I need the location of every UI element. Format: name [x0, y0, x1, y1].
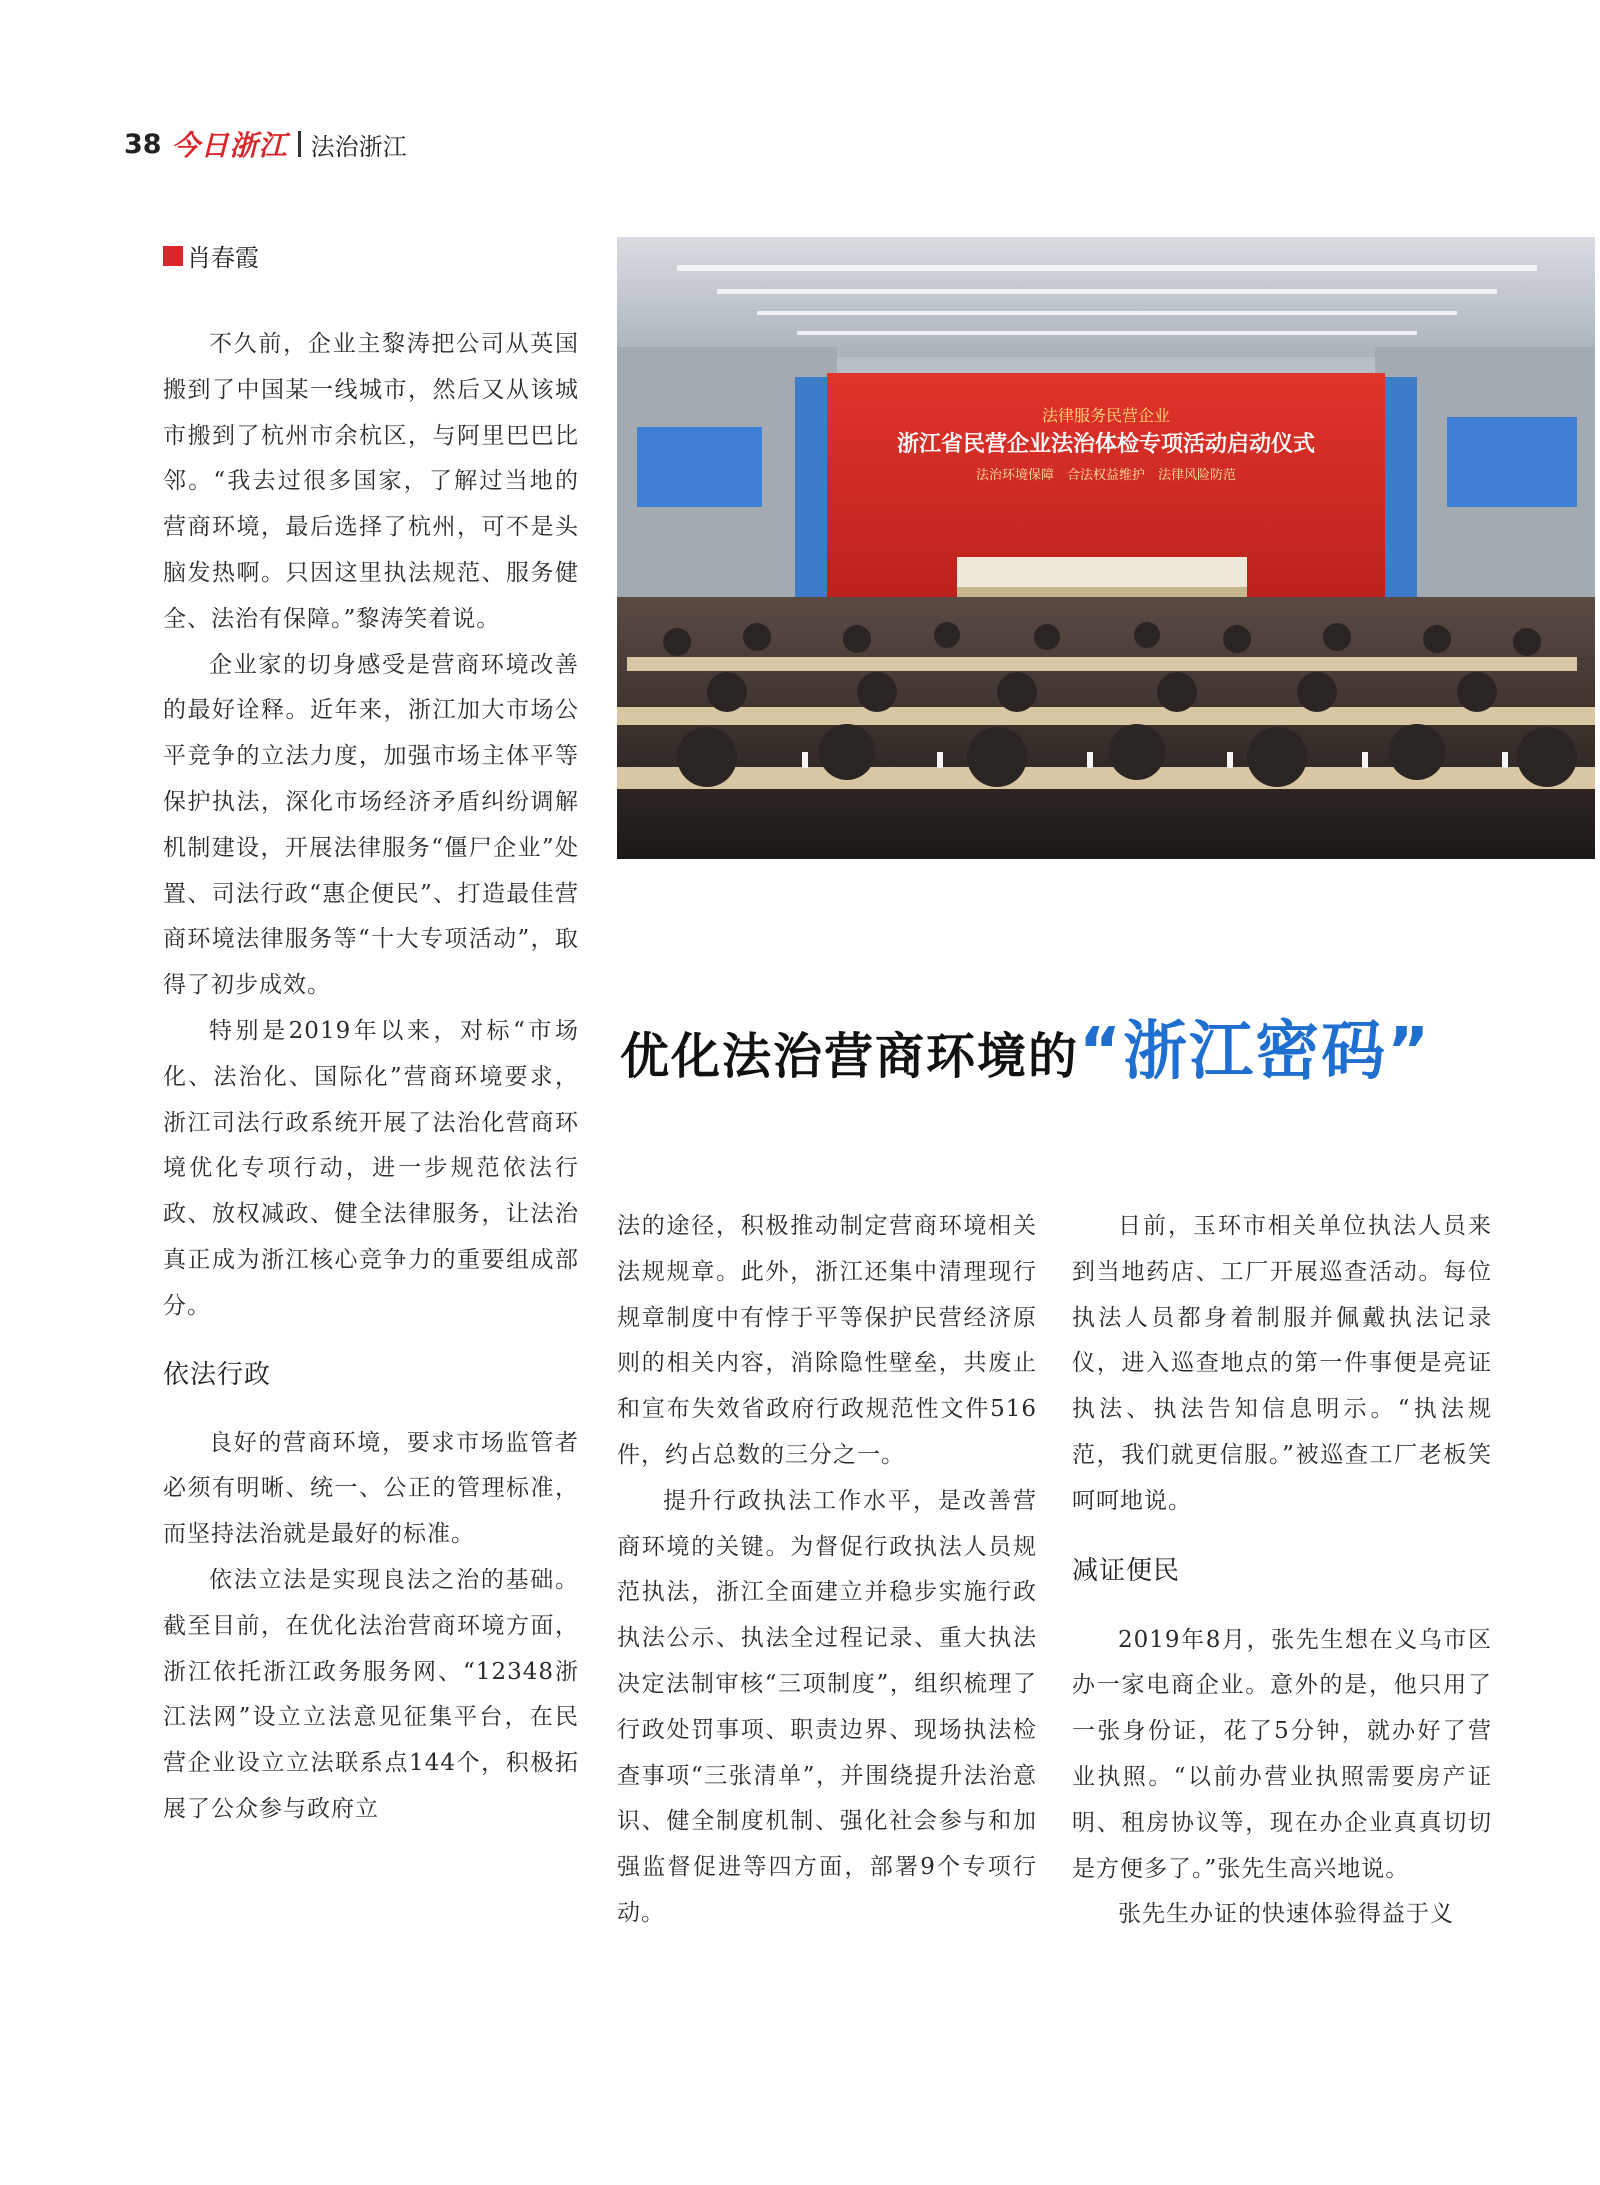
paragraph: 不久前，企业主黎涛把公司从英国搬到了中国某一线城市，然后又从该城市搬到了杭州市余杭区，与阿里巴巴比邻。“我去过很多国家，了解过当地的营商环境，最后选择了杭州，可不是头脑发热啊。只因这里执法规范、服务健全、法治有保障。”黎涛笑着说。 [163, 331, 579, 632]
column-1 [163, 322, 579, 1833]
page-header [124, 124, 407, 164]
article-headline [620, 1000, 1431, 1092]
paragraph: 法的途径，积极推动制定营商环境相关法规规章。此外，浙江还集中清理现行规章制度中有悖于平等保护民营经济原则的相关内容，消除隐性壁垒，共废止和宣布失效省政府行政规范性文件516件，约占总数的三分之一。 [617, 1213, 1037, 1468]
column-3 [1072, 1204, 1492, 1938]
banner-title: 浙江省民营企业法治体检专项活动启动仪式 [896, 432, 1316, 457]
section-heading: 依法行政 [163, 1359, 272, 1390]
page-number: 38 [124, 128, 162, 160]
section-heading: 减证便民 [1072, 1555, 1181, 1586]
banner-line1: 法律服务民营企业 [1041, 406, 1171, 425]
paragraph: 特别是2019年以来，对标“市场化、法治化、国际化”营商环境要求，浙江司法行政系统开展了法治化营商环境优化专项行动，进一步规范依法行政、放权减政、健全法律服务，让法治真正成为浙江核心竞争力的重要组成部分。 [163, 1017, 579, 1319]
banner-slogans: 法治环境保障 合法权益维护 法律风险防范 [975, 468, 1237, 483]
headline-accent: “浙江密码” [1079, 1015, 1432, 1089]
headline-main: 优化法治营商环境的 [620, 1027, 1080, 1085]
paragraph: 日前，玉环市相关单位执法人员来到当地药店、工厂开展巡查活动。每位执法人员都身着制服并佩戴执法记录仪，进入巡查地点的第一件事便是亮证执法、执法告知信息明示。“执法规范，我们就更信服。”被巡查工厂老板笑呵呵地说。 [1072, 1213, 1492, 1514]
conference-photo [617, 237, 1595, 859]
paragraph: 2019年8月，张先生想在义乌市区办一家电商企业。意外的是，他只用了一张身份证，花了5分钟，就办好了营业执照。“以前办营业执照需要房产证明、租房协议等，现在办企业真真切切是方便多了。”张先生高兴地说。 [1072, 1626, 1492, 1882]
masthead-logo: 今日浙江 [171, 129, 288, 162]
paragraph: 企业家的切身感受是营商环境改善的最好诠释。近年来，浙江加大市场公平竞争的立法力度，加强市场主体平等保护执法，深化市场经济矛盾纠纷调解机制建设，开展法律服务“僵尸企业”处置、司法行政“惠企便民”、打造最佳营商环境法律服务等“十大专项活动”，取得了初步成效。 [163, 651, 579, 999]
section-name: 法治浙江 [310, 132, 407, 161]
paragraph: 提升行政执法工作水平，是改善营商环境的关键。为督促行政执法人员规范执法，浙江全面建立并稳步实施行政执法公示、执法全过程记录、重大执法决定法制审核“三项制度”，组织梳理了行政处罚事项、职责边界、现场执法检查事项“三张清单”，并围绕提升法治意识、健全制度机制、强化社会参与和加强监督促进等四方面，部署9个专项行动。 [617, 1487, 1037, 1926]
paragraph: 良好的营商环境，要求市场监管者必须有明晰、统一、公正的管理标准，而坚持法治就是最好的标准。 [163, 1429, 579, 1548]
paragraph: 张先生办证的快速体验得益于义 [1118, 1901, 1454, 1928]
column-2 [617, 1204, 1037, 1937]
header-divider [298, 131, 301, 157]
paragraph: 依法立法是实现良法之治的基础。截至目前，在优化法治营商环境方面，浙江依托浙江政务服务网、“12348浙江法网”设立立法意见征集平台，在民营企业设立立法联系点144个，积极拓展了公众参与政府立 [163, 1566, 579, 1822]
author-byline [163, 238, 259, 273]
author-name: 肖春霞 [187, 244, 259, 272]
author-marker [163, 246, 183, 266]
